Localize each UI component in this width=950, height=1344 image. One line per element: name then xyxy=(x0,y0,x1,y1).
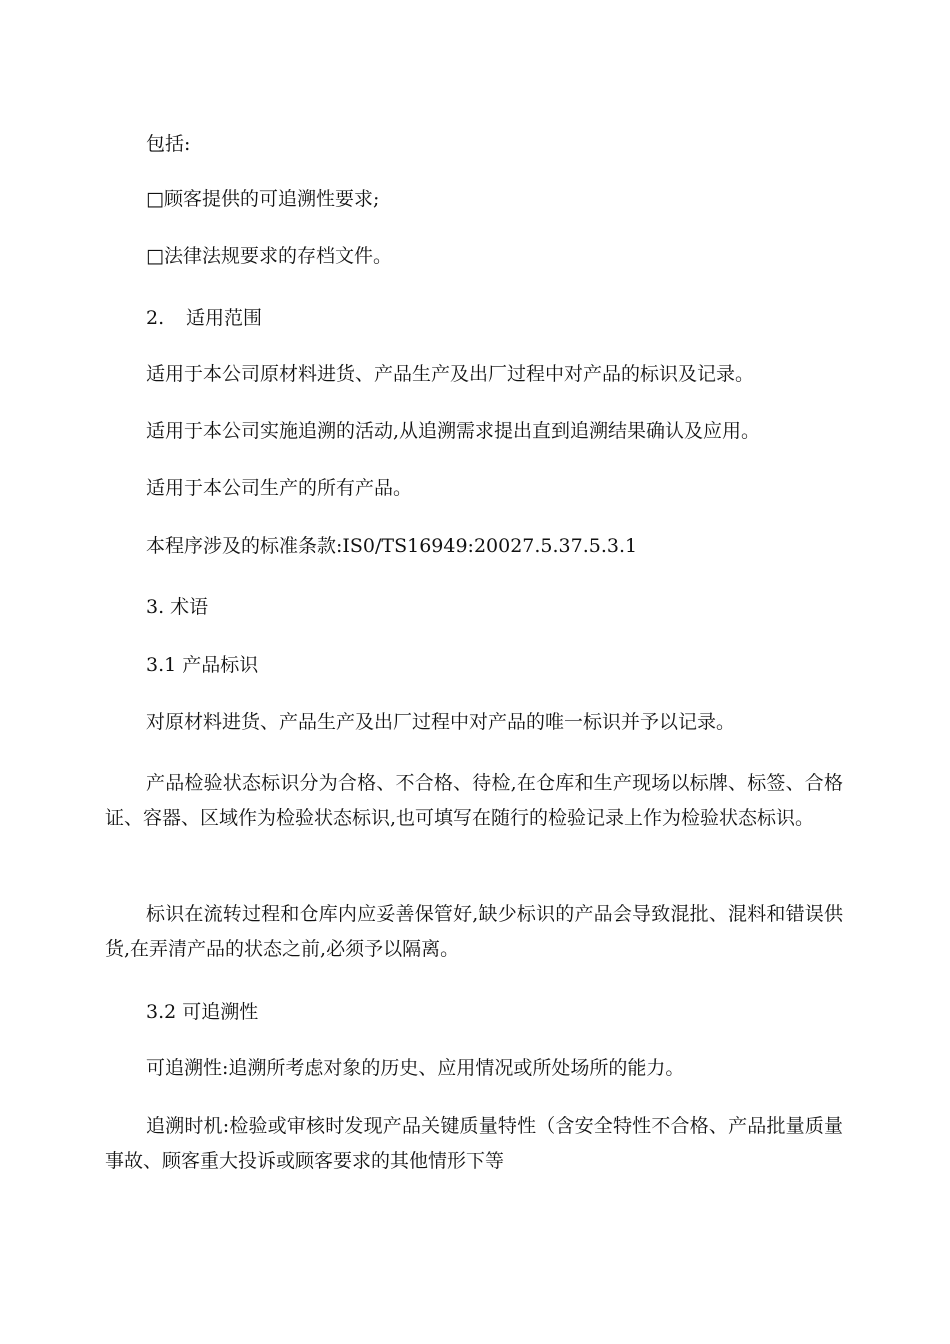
inspection-status-paragraph: 产品检验状态标识分为合格、不合格、待检,在仓库和生产现场以标牌、标签、合格证、容器、区域作为检验状态标识,也可填写在随行的检验记录上作为检验状态标识。 xyxy=(105,772,843,829)
includes-heading: 包括: xyxy=(146,133,191,155)
scope-line-3: 适用于本公司生产的所有产品。 xyxy=(146,477,413,499)
section-heading-scope xyxy=(146,309,262,328)
scope-line-2: 适用于本公司实施追溯的活动,从追溯需求提出直到追溯结果确认及应用。 xyxy=(146,420,761,442)
section-heading-terms: 3. 术语 xyxy=(146,596,209,618)
subsection-heading-product-identification: 3.1 产品标识 xyxy=(146,654,259,676)
product-identification-definition: 对原材料进货、产品生产及出厂过程中对产品的唯一标识并予以记录。 xyxy=(146,711,736,733)
identification-storage-paragraph: 标识在流转过程和仓库内应妥善保管好,缺少标识的产品会导致混批、混料和错误供货,在弄清产品的状态之前,必须予以隔离。 xyxy=(105,903,843,960)
traceability-definition: 可追溯性:追溯所考虑对象的历史、应用情况或所处场所的能力。 xyxy=(146,1057,685,1079)
traceability-timing-paragraph: 追溯时机:检验或审核时发现产品关键质量特性（含安全特性不合格、产品批量质量事故、顾客重大投诉或顾客要求的其他情形下等 xyxy=(105,1115,843,1172)
list-item-legal-archives: □法律法规要求的存档文件。 xyxy=(146,245,392,267)
section-number: 2. xyxy=(146,307,165,329)
list-item-customer-traceability: □顾客提供的可追溯性要求; xyxy=(146,188,380,210)
standard-clauses: 本程序涉及的标准条款:IS0/TS16949:20027.5.37.5.3.1 xyxy=(146,535,638,557)
scope-line-1: 适用于本公司原材料进货、产品生产及出厂过程中对产品的标识及记录。 xyxy=(146,363,755,385)
section-title: 适用范围 xyxy=(186,307,263,329)
subsection-heading-traceability: 3.2 可追溯性 xyxy=(146,1001,259,1023)
